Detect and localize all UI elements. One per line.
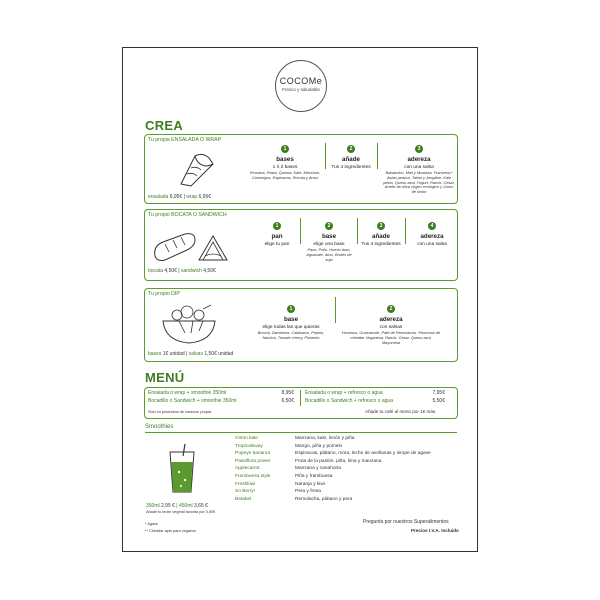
bread-sandwich-icon bbox=[151, 228, 231, 266]
dip-step-base bbox=[251, 297, 331, 341]
salad-price: 6,95€ bbox=[169, 194, 183, 200]
bocata-step-anade bbox=[361, 214, 401, 248]
price-350: 2,95 € bbox=[161, 503, 175, 509]
step-main: Tus 4 ingredientes bbox=[331, 165, 371, 170]
menu-page bbox=[122, 47, 478, 552]
step-main: Tus 4 ingredientes bbox=[361, 242, 401, 247]
list-item: So Berry! Pera y fresa bbox=[235, 489, 321, 495]
smoothie-glass-icon bbox=[167, 442, 197, 494]
list-item: Betabel Remolacha, plátano y pera bbox=[235, 496, 353, 502]
menu-row bbox=[305, 398, 445, 404]
price-350-label: 350ml bbox=[146, 503, 160, 509]
bocata-step-pan bbox=[257, 214, 297, 248]
menu-row bbox=[148, 390, 294, 396]
step-detail: Romana, Pasta, Quinoa, Kale, Mezclum, Canónigos, Espinacas, Rúcula y Arroz bbox=[249, 170, 321, 180]
dip-step-adereza bbox=[341, 297, 441, 345]
divider bbox=[405, 218, 406, 244]
bocata-prices: bocata 4,50€ | sandwich 4,50€ bbox=[148, 268, 216, 274]
step-title: bases bbox=[276, 156, 294, 163]
salad-step-anade bbox=[329, 137, 373, 171]
list-item: Passiflora power Fruta de la pasión, piña, lima y manzana bbox=[235, 458, 382, 464]
bocata-step-base bbox=[305, 214, 353, 262]
step-main: con salsas bbox=[379, 325, 403, 330]
step-main: elige una base bbox=[313, 242, 345, 247]
step-number: 2 bbox=[347, 145, 355, 153]
wrap-price-label: wrap bbox=[186, 194, 198, 200]
crea-title: CREA bbox=[145, 118, 184, 133]
sandwich-price: 4,50€ bbox=[203, 268, 216, 274]
wrap-icon bbox=[173, 150, 218, 188]
wrap-price: 6,95€ bbox=[198, 194, 212, 200]
step-title: adereza bbox=[407, 156, 431, 163]
salsas-price-label: salsas bbox=[188, 351, 203, 357]
step-detail: Hummus, Guacamole, Paté de Remolacha, *Hummus de cheddar Veganesa, Ranch, César, Queso azul, Mayonesa bbox=[341, 330, 441, 345]
step-number: 2 bbox=[325, 222, 333, 230]
divider bbox=[325, 143, 326, 169]
salad-prices: ensalada 6,95€ | wrap 6,95€ bbox=[148, 194, 212, 200]
divider bbox=[300, 218, 301, 244]
step-number: 3 bbox=[377, 222, 385, 230]
footnote-agave: * Agave bbox=[145, 522, 159, 526]
price-450: 3,65 € bbox=[194, 503, 208, 509]
bases-price-label: bases bbox=[148, 351, 162, 357]
menu-row bbox=[305, 390, 445, 396]
step-number: 1 bbox=[287, 305, 295, 313]
step-detail: Balsámico, Miel y Mostaza, Francesa,* Asian peanut, Tahini y Jengibre, Kale pesto, Queso azul, Yogurt, Ranch, César, Aceite de oliva virgen ecológico y Zumo de limón bbox=[383, 170, 455, 195]
step-main: 1 ó 2 bases bbox=[272, 165, 298, 170]
step-number: 2 bbox=[387, 305, 395, 313]
divider bbox=[335, 297, 336, 323]
bocata-price: 4,50€ bbox=[164, 268, 177, 274]
menu-item-price: 7,95€ bbox=[432, 390, 445, 396]
list-item: Citron kale Manzana, kale, limón y piña bbox=[235, 436, 355, 441]
menu-item-price: 6,50€ bbox=[281, 398, 294, 404]
bocata-price-label: bocata bbox=[148, 268, 164, 274]
list-item: Tropicalsway Mango, piña y pomelo bbox=[235, 443, 343, 449]
menu-item-name: Bocadillo o Sandwich + refresco o agua bbox=[305, 398, 393, 404]
bocata-step-adereza bbox=[409, 214, 455, 248]
step-title: añade bbox=[372, 233, 390, 240]
divider bbox=[300, 390, 301, 406]
menu-item-name: Ensalada o wrap + refresco o agua bbox=[305, 390, 383, 396]
step-detail: Pavo, Pollo, Huevo duro, Aguacate, Atún, Brotes de soja bbox=[306, 247, 352, 262]
step-title: añade bbox=[342, 156, 360, 163]
step-title: base bbox=[283, 316, 299, 323]
salad-label: Tu propia ENSALADA O WRAP bbox=[148, 137, 222, 143]
price-450-label: 450ml bbox=[179, 503, 193, 509]
salad-box bbox=[144, 134, 458, 204]
menu-box bbox=[144, 387, 458, 419]
list-item: Applecarrot Manzana y zanahoria bbox=[235, 466, 341, 472]
step-title: base bbox=[321, 233, 337, 240]
step-main: elige todas las que quieras bbox=[262, 325, 320, 330]
step-title: pan bbox=[271, 233, 283, 240]
step-number: 3 bbox=[415, 145, 423, 153]
smoothie-prices: 350ml 2,95 € | 450ml 3,65 € bbox=[146, 503, 208, 509]
salad-step-bases bbox=[247, 137, 323, 181]
step-main: con una salsa bbox=[404, 165, 434, 170]
smoothies-divider bbox=[145, 432, 457, 433]
list-item: Freshkiwi Naranja y kiwi bbox=[235, 481, 325, 487]
dip-prices: bases 1€ unidad | salsas 1,50€ unidad bbox=[148, 351, 234, 357]
divider bbox=[377, 143, 378, 169]
menu-item-price: 5,50€ bbox=[432, 398, 445, 404]
step-main: con una salsa bbox=[417, 242, 447, 247]
logo-tagline: Fresco y saludable bbox=[282, 87, 320, 92]
salad-price-label: ensalada bbox=[148, 194, 169, 200]
smoothie-list bbox=[235, 435, 431, 503]
step-title: adereza bbox=[420, 233, 444, 240]
salsas-price: 1,50€ unidad bbox=[204, 351, 234, 357]
menu-item-name: Ensalada o wrap + smoothie 350ml bbox=[148, 390, 227, 396]
step-number: 1 bbox=[273, 222, 281, 230]
step-number: 4 bbox=[428, 222, 436, 230]
menu-item-price: 8,95€ bbox=[281, 390, 294, 396]
salad-step-adereza bbox=[383, 137, 455, 195]
dip-label: Tu propio DIP bbox=[148, 291, 180, 297]
cocome-logo bbox=[275, 60, 327, 112]
dip-bowl-icon bbox=[159, 303, 219, 347]
smoothies-title: Smoothies bbox=[145, 424, 174, 430]
footnote-cheddar: ** Cheddar apto para veganos bbox=[145, 529, 197, 533]
step-number: 1 bbox=[281, 145, 289, 153]
dip-box bbox=[144, 288, 458, 362]
menu-note: Sólo en productos de creación propia. bbox=[148, 410, 212, 414]
menu-row bbox=[148, 398, 294, 404]
milk-note: Añade tu leche vegetal favorita por 0,50€ bbox=[146, 510, 216, 514]
sandwich-price-label: sandwich bbox=[181, 268, 202, 274]
menu-title: MENÚ bbox=[145, 370, 185, 385]
iva-note: Precios I.V.A. Incluido bbox=[411, 528, 459, 533]
coffee-note: Añade tu café al menú por 1€ más. bbox=[365, 409, 437, 414]
logo-name: COCOMe bbox=[279, 76, 323, 86]
menu-item-name: Bocadillo o Sandwich + smoothie 350ml bbox=[148, 398, 237, 404]
superfoods-note: Pregunta por nuestros Superalimentos bbox=[363, 519, 449, 525]
step-detail: Brócoli, Zanahoria, Calabacín, Pepino, Nachos, Tomate cherry, Pimiento bbox=[257, 330, 325, 340]
bocata-label: Tu propio BOCATA O SANDWICH bbox=[148, 212, 227, 218]
step-main: elige tu pan bbox=[264, 242, 290, 247]
divider bbox=[357, 218, 358, 244]
bocata-box bbox=[144, 209, 458, 281]
step-title: adereza bbox=[379, 316, 403, 323]
bases-price: 1€ unidad bbox=[162, 351, 185, 357]
list-item: Frambuesa style Piña y frambuesa bbox=[235, 473, 333, 479]
list-item: Popeye bananut Espinacas, plátano, mora, leche de avellanas y sirope de agave bbox=[235, 451, 431, 457]
